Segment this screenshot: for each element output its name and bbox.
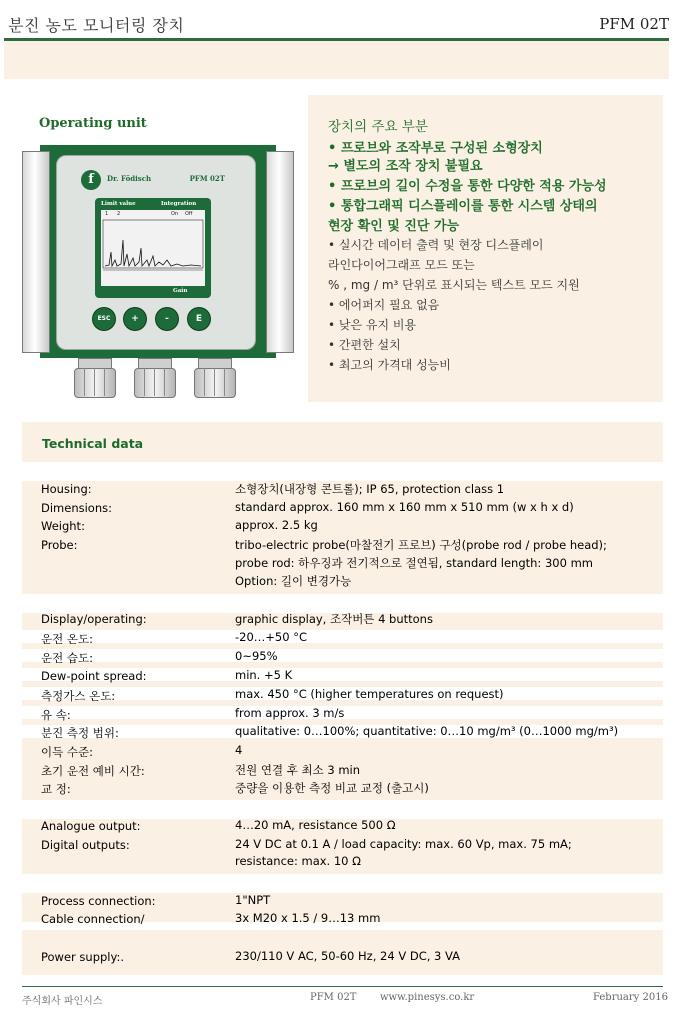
table-stripe bbox=[22, 630, 663, 643]
footer-model: PFM 02T bbox=[310, 992, 357, 1003]
feature-line: • 에어퍼지 필요 없음 bbox=[328, 298, 440, 312]
screen-num-1: 1 bbox=[105, 211, 109, 217]
spec-value: 24 V DC at 0.1 A / load capacity: max. 60 Vp, max. 75 mA; bbox=[235, 837, 572, 851]
spec-value: resistance: max. 10 Ω bbox=[235, 854, 361, 868]
spec-value: 전원 연결 후 최소 3 min bbox=[235, 763, 361, 777]
screen-limit-label: Limit value bbox=[101, 201, 136, 207]
spec-value: from approx. 3 m/s bbox=[235, 706, 345, 720]
page-title: 분진 농도 모니터링 장치 bbox=[8, 16, 185, 35]
screen-gain-label: Gain bbox=[173, 288, 188, 294]
feature-line: • 낮은 유지 비용 bbox=[328, 318, 417, 332]
esc-button[interactable]: ESC bbox=[93, 308, 115, 330]
footer-rule bbox=[22, 986, 663, 987]
feature-line: • 프로브와 조작부로 구성된 소형장치 bbox=[328, 141, 543, 156]
spec-value: min. +5 K bbox=[235, 668, 293, 682]
device-front-panel bbox=[56, 155, 256, 350]
table-stripe bbox=[22, 800, 663, 819]
feature-line: • 프로브의 길이 수정을 통한 다양한 적용 가능성 bbox=[328, 179, 607, 194]
spec-label: Weight: bbox=[41, 519, 85, 533]
spec-value: max. 450 °C (higher temperatures on request) bbox=[235, 687, 504, 701]
brand-logo-icon: f bbox=[81, 170, 101, 190]
spec-value: 4…20 mA, resistance 500 Ω bbox=[235, 818, 396, 832]
table-stripe bbox=[22, 874, 663, 893]
table-stripe bbox=[22, 649, 663, 662]
feature-line: • 실시간 데이터 출력 및 현장 디스플레이 bbox=[328, 238, 544, 252]
features-panel bbox=[308, 95, 663, 402]
spec-label: 측정가스 온도: bbox=[41, 689, 116, 703]
header-band bbox=[4, 41, 669, 79]
feature-line: • 최고의 가격대 성능비 bbox=[328, 358, 451, 372]
screen-num-2: 2 bbox=[117, 211, 121, 217]
spec-label: 운전 습도: bbox=[41, 651, 93, 665]
spec-label: Dimensions: bbox=[41, 501, 112, 515]
spec-value: 소형장치(내장형 콘트롤); IP 65, protection class 1 bbox=[235, 482, 505, 496]
graphic-display bbox=[101, 210, 205, 286]
screen-off: Off bbox=[185, 211, 193, 217]
spec-label: 유 속: bbox=[41, 708, 71, 722]
features-title: 장치의 주요 부분 bbox=[328, 119, 428, 135]
plus-button[interactable]: + bbox=[124, 308, 146, 330]
spec-label: Power supply:. bbox=[41, 950, 124, 964]
spec-value: 3x M20 x 1.5 / 9…13 mm bbox=[235, 911, 381, 925]
display-frame bbox=[95, 198, 211, 298]
footer-company: 주식회사 파인시스 bbox=[22, 996, 103, 1007]
device-illustration bbox=[22, 145, 294, 358]
feature-line: 라인다이어그래프 모드 또는 bbox=[328, 258, 475, 272]
technical-data-title: Technical data bbox=[42, 436, 144, 451]
device-model: PFM 02T bbox=[189, 174, 225, 183]
spec-value: tribo-electric probe(마찰전기 프로브) 구성(probe rod / probe head); bbox=[235, 538, 607, 552]
spec-label: Probe: bbox=[41, 538, 78, 552]
spec-label: 운전 온도: bbox=[41, 632, 93, 646]
spec-label: Digital outputs: bbox=[41, 838, 130, 852]
spec-label: Dew-point spread: bbox=[41, 669, 147, 683]
screen-integration-label: Integration bbox=[161, 201, 197, 207]
feature-line: • 통합그래픽 디스플레이를 통한 시스템 상태의 bbox=[328, 199, 598, 214]
footer-url[interactable]: www.pinesys.co.kr bbox=[380, 992, 475, 1003]
feature-line: 현장 확인 및 진단 가능 bbox=[328, 219, 460, 234]
cable-gland-2 bbox=[134, 358, 174, 398]
spec-label: Cable connection/ bbox=[41, 912, 145, 926]
spec-value: -20…+50 °C bbox=[235, 630, 307, 644]
footer-date: February 2016 bbox=[593, 992, 668, 1003]
spec-label: Analogue output: bbox=[41, 819, 141, 833]
spec-label: Housing: bbox=[41, 482, 92, 496]
spec-value: graphic display, 조작버튼 4 buttons bbox=[235, 612, 433, 626]
device-right-pillar bbox=[266, 151, 294, 353]
spec-value: 230/110 V AC, 50-60 Hz, 24 V DC, 3 VA bbox=[235, 949, 461, 963]
spec-value: qualitative: 0…100%; quantitative: 0…10 mg/m³ (0…1000 mg/m³) bbox=[235, 724, 619, 738]
feature-line: → 별도의 조작 장치 불필요 bbox=[328, 159, 483, 174]
spec-value: 1"NPT bbox=[235, 893, 271, 907]
spec-label: 이득 수준: bbox=[41, 745, 93, 759]
spec-value: 중량을 이용한 측정 비교 교정 (출고시) bbox=[235, 781, 429, 795]
spec-label: Display/operating: bbox=[41, 612, 147, 626]
enter-button[interactable]: E bbox=[188, 308, 210, 330]
device-left-pillar bbox=[22, 151, 50, 353]
feature-line: • 간편한 설치 bbox=[328, 338, 401, 352]
feature-line: % , mg / m³ 단위로 표시되는 텍스트 모드 지원 bbox=[328, 278, 580, 292]
table-stripe bbox=[22, 462, 663, 481]
spec-value: 0~95% bbox=[235, 649, 278, 663]
cable-gland-3 bbox=[194, 358, 234, 398]
spec-value: standard approx. 160 mm x 160 mm x 510 mm (w x h x d) bbox=[235, 500, 574, 514]
screen-graph bbox=[101, 210, 205, 286]
spec-label: 분진 측정 범위: bbox=[41, 726, 119, 740]
spec-value: approx. 2.5 kg bbox=[235, 518, 318, 532]
spec-label: 초기 운전 예비 시간: bbox=[41, 764, 145, 778]
model-code: PFM 02T bbox=[599, 15, 669, 33]
spec-label: Process connection: bbox=[41, 894, 156, 908]
screen-on: On bbox=[171, 211, 179, 217]
spec-value: probe rod: 하우징과 전기적으로 절연됨, standard length: 300 mm bbox=[235, 556, 593, 570]
minus-button[interactable]: - bbox=[156, 308, 178, 330]
device-brand: Dr. Födisch bbox=[107, 174, 152, 183]
spec-value: Option: 길이 변경가능 bbox=[235, 574, 352, 588]
cable-gland-1 bbox=[74, 358, 114, 398]
spec-label: 교 정: bbox=[41, 782, 71, 796]
spec-value: 4 bbox=[235, 743, 243, 757]
operating-unit-title: Operating unit bbox=[39, 116, 147, 131]
